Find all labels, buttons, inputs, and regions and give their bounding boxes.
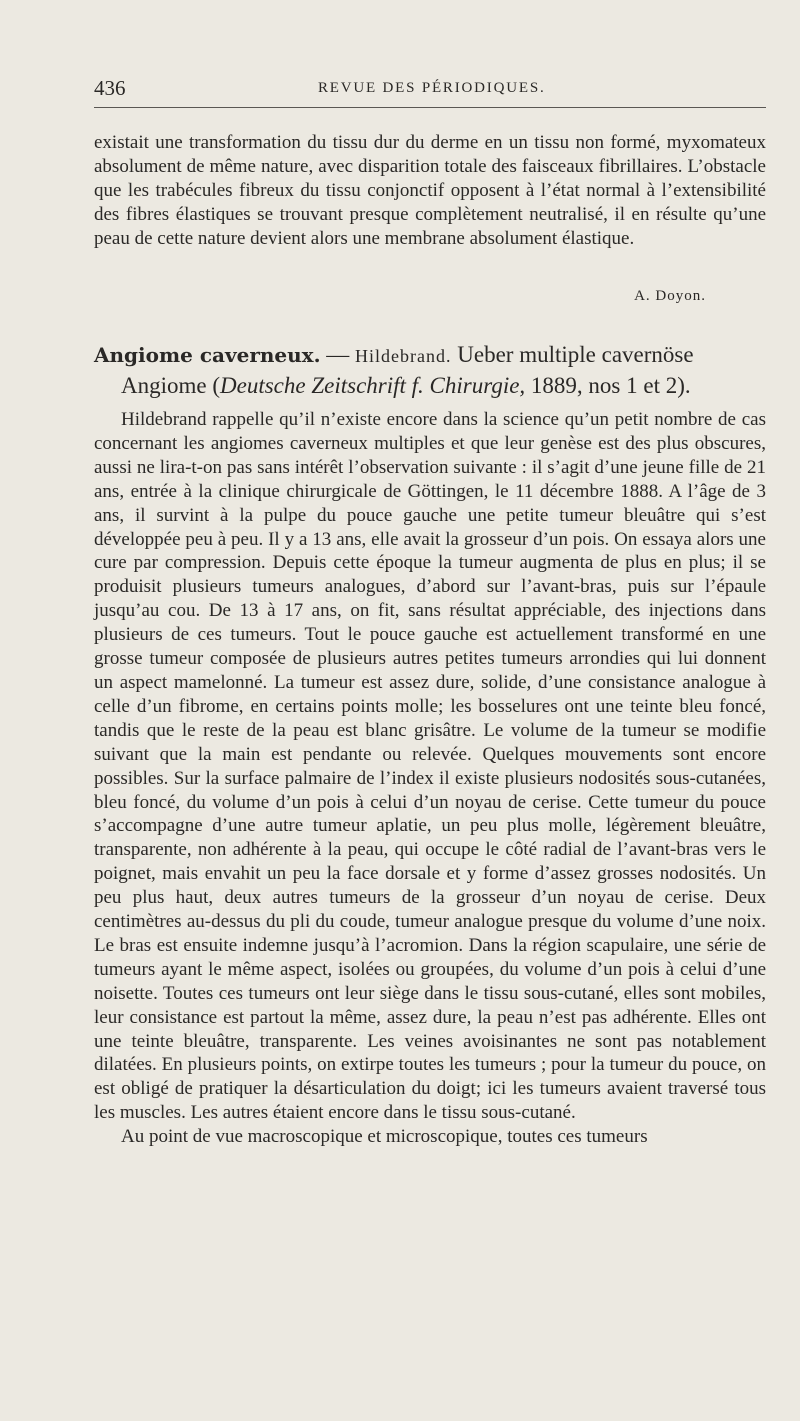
page-number: 436 [94,76,126,100]
intro-text: existait une transformation du tissu dur du derme en un tissu non formé, myxomateux absolument de même nature, avec disparition totale des faisceaux fibrillaires. L’obstacle que les trabécules fibreux du tissu conjonctif opposent à l’état normal à l’extensibilité des fibres élastiques se trouvant presque complètement neutralisé, il en résulte qu’une peau de cette nature devient alors une membrane absolument élastique. [94,132,766,249]
journal-name: Deutsche Zeitschrift f. Chirurgie, [220,373,526,398]
article-author: Hildebrand. [355,346,452,366]
page-header [94,74,766,104]
title-line2-b: 1889, nos 1 et 2). [525,373,691,398]
body-paragraph-2: Au point de vue macroscopique et microscopique, toutes ces tumeurs [121,1126,648,1148]
title-line2-a: Angiome ( [121,373,221,398]
article-title-line2 [94,371,766,400]
article-title [94,340,766,400]
signature-text: A. Doyon. [634,288,706,304]
article-title-bold: Angiome caverneux. [94,343,321,367]
article-body [94,408,766,1149]
body-paragraph-1: Hildebrand rappelle qu’il n’existe encore dans la science qu’un petit nombre de cas concernant les angiomes caverneux multiples et que leur genèse est des plus obscures, aussi ne lira-t-on pas sans intérêt l’observation suivante : il s’agit d’une jeune fille de 21 ans, entrée à la clinique chirurgicale de Göttingen, le 11 décembre 1888. A l’âge de 3 ans, il survint à la pulpe du pouce gauche une petite tumeur bleuâtre qui s’est développée peu à peu. Il y a 13 ans, elle avait la grosseur d’un pois. On essaya alors une cure par compression. Depuis cette époque la tumeur augmenta de plus en plus; il se produisit plusieurs tumeurs analogues, d’abord sur l’avant-bras, puis sur l’épaule jusqu’au cou. De 13 à 17 ans, on fit, sans résultat appréciable, des injections dans plusieurs de ces tumeurs. Tout le pouce gauche est actuellement transformé en une grosse tumeur composée de plusieurs autres petites tumeurs arrondies qui lui donnent un aspect mamelonné. La tumeur est assez dure, solide, d’une consistance analogue à celle d’un fibrome, en certains points molle; les bosselures ont une teinte bleu foncé, tandis que le reste de la peau est blanc grisâtre. Le volume de la tumeur se modifie suivant que la main est pendante ou relevée. Quelques mouvements sont encore possibles. Sur la surface palmaire de l’index il existe plusieurs nodosités sous-cutanées, bleu foncé, du volume d’un pois à celui d’un noyau de cerise. Cette tumeur du pouce s’accompagne d’une autre tumeur aplatie, un peu plus molle, légèrement bleuâtre, transparente, non adhérente à la peau, qui occupe le côté radial de l’avant-bras vers le poignet, mais envahit un peu la face dorsale et y forme d’assez grosses nodosités. Un peu plus haut, deux autres tumeurs de la grosseur d’un noyau de cerise. Deux centimètres au-dessus du pli du coude, tumeur analogue presque du volume d’une noix. Le bras est ensuite indemne jusqu’à l’acromion. Dans la région scapulaire, une série de tumeurs ayant le même aspect, isolées ou groupées, du volume d’un pois à celui d’une noisette. Toutes ces tumeurs ont leur siège dans le tissu sous-cutané, elles sont mobiles, leur consistance est partout la même, assez dure, la peau n’est pas adhérente. Elles ont une teinte bleuâtre, transparente. Les veines avoisinantes ne sont pas notablement dilatées. En plusieurs points, on extirpe toutes les tumeurs ; pour la tumeur du pouce, on est obligé de pratiquer la désarticulation du doigt; ici les tumeurs avaient traversé tous les muscles. Les autres étaient encore dans le tissu sous-cutané. [94,409,766,1124]
intro-paragraph [94,131,766,251]
running-head: REVUE DES PÉRIODIQUES. [318,80,546,96]
signature [94,285,706,305]
header-rule [94,107,766,108]
title-dash: — [326,342,350,367]
article-title-line1 [94,340,766,371]
article-title-rest: Ueber multiple cavernöse [457,342,694,367]
